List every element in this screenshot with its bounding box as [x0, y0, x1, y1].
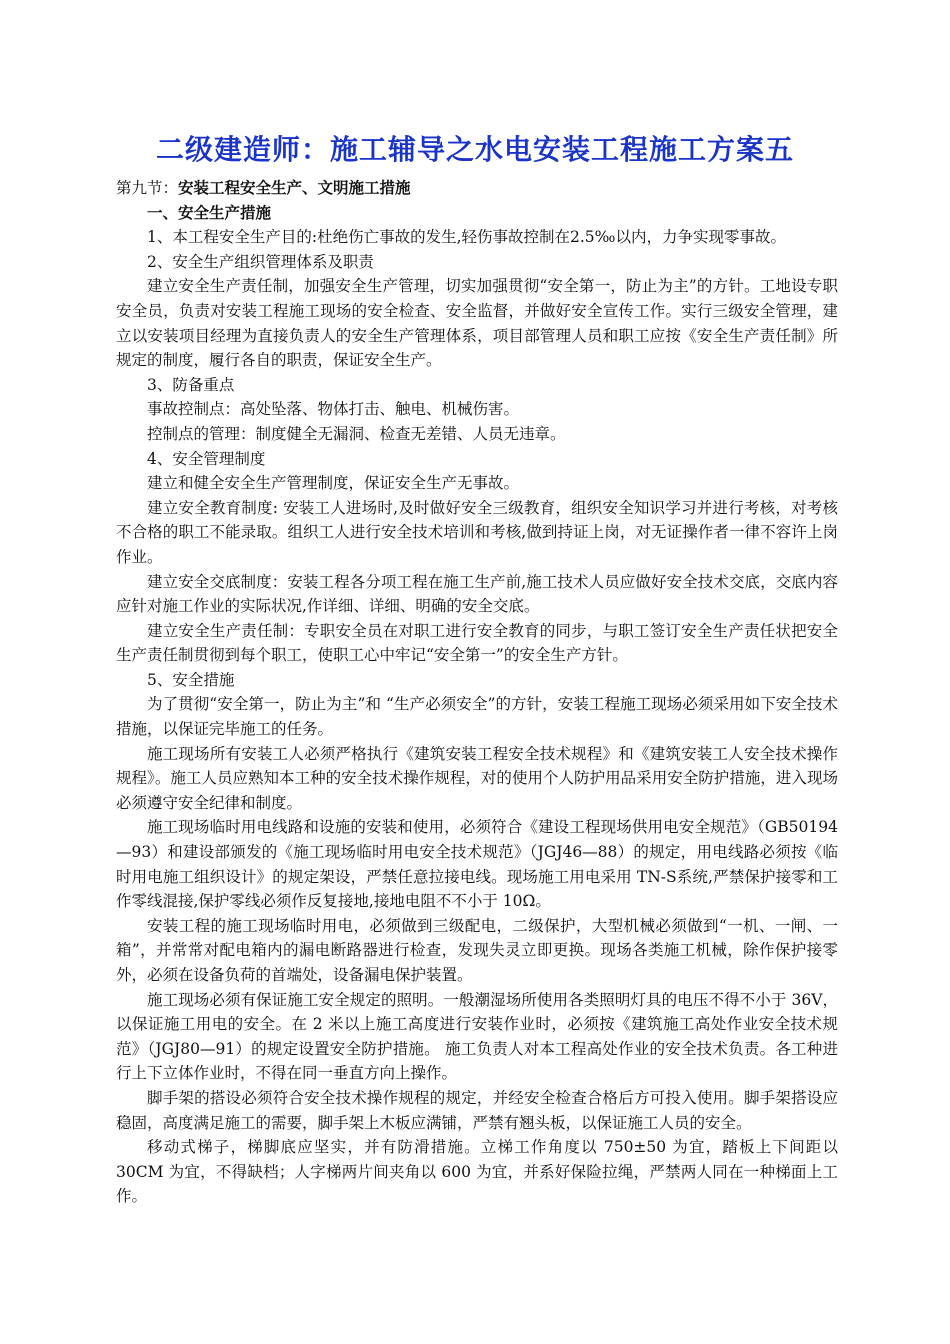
- section-prefix: 第九节：: [116, 179, 179, 197]
- paragraph: 2、安全生产组织管理体系及职责: [147, 252, 374, 271]
- paragraph: 4、安全管理制度: [147, 449, 266, 468]
- document-body: [116, 176, 838, 1209]
- paragraph: 安装工程的施工现场临时用电，必须做到三级配电，二级保护，大型机械必须做到“一机、一闸、一箱”，并常常对配电箱内的漏电断路器进行检查，发现失灵立即更换。现场各类施工机械，除作保护接零外，必须在设备负荷的首端处，设备漏电保护装置。: [116, 916, 838, 984]
- subheading: 一、安全生产措施: [147, 202, 272, 222]
- page-title: 二级建造师：施工辅导之水电安装工程施工方案五: [155, 133, 794, 166]
- paragraph: 建立安全教育制度: 安装工人进场时,及时做好安全三级教育，组织安全知识学习并进行考核，对考核不合格的职工不能录取。组织工人进行安全技术培训和考核,做到持证上岗，对无证操作者一律不容许上岗作业。: [116, 498, 838, 566]
- paragraph: 脚手架的搭设必须符合安全技术操作规程的规定，并经安全检查合格后方可投入使用。脚手架搭设应稳固，高度满足施工的需要，脚手架上木板应满铺，严禁有翘头板，以保证施工人员的安全。: [116, 1088, 838, 1132]
- paragraph: 移动式梯子，梯脚底应坚实，并有防滑措施。立梯工作角度以 750±50 为宜，踏板上下间距以 30CM 为宜，不得缺档；人字梯两片间夹角以 600 为宜，并系好保险拉绳，严禁两人同在一种梯面上工作。: [116, 1138, 838, 1206]
- paragraph: 事故控制点：高处坠落、物体打击、触电、机械伤害。: [147, 400, 520, 419]
- paragraph: 建立安全生产责任制：专职安全员在对职工进行安全教育的同步，与职工签订安全生产责任状把安全生产责任制贯彻到每个职工，使职工心中牢记“安全第一”的安全生产方针。: [116, 621, 838, 665]
- paragraph: 建立和健全安全生产管理制度，保证安全生产无事故。: [147, 474, 520, 493]
- section-title: 安装工程安全生产、文明施工措施: [178, 178, 411, 197]
- paragraph: 建立安全交底制度：安装工程各分项工程在施工生产前,施工技术人员应做好安全技术交底，交底内容应针对施工作业的实际状况,作详细、详细、明确的安全交底。: [116, 572, 838, 616]
- paragraph: 控制点的管理：制度健全无漏洞、检查无差错、人员无违章。: [147, 424, 566, 443]
- section-heading: [116, 176, 838, 201]
- paragraph: 3、防备重点: [147, 375, 235, 394]
- paragraph: 为了贯彻“安全第一，防止为主”和 “生产必须安全”的方针，安装工程施工现场必须采用如下安全技术措施，以保证完毕施工的任务。: [116, 695, 838, 739]
- paragraph: 1、本工程安全生产目的:杜绝伤亡事故的发生,轻伤事故控制在2.5‰以内，力争实现零事故。: [147, 228, 786, 247]
- paragraph: 建立安全生产责任制，加强安全生产管理，切实加强贯彻“安全第一，防止为主”的方针。工地设专职安全员，负责对安装工程施工现场的安全检查、安全监督，并做好安全宣传工作。实行三级安全管理，建立以安装项目经理为直接负责人的安全生产管理体系，项目部管理人员和职工应按《安全生产责任制》所规定的制度，履行各自的职责，保证安全生产。: [116, 277, 838, 370]
- paragraph: 施工现场必须有保证施工安全规定的照明。一般潮湿场所使用各类照明灯具的电压不得不小于 36V，以保证施工用电的安全。在 2 米以上施工高度进行安装作业时，必须按《建筑施工高处作业安全技术规范》（JGJ80—91）的规定设置安全防护措施。 施工负责人对本工程高处作业的安全技术负责。各工种进行上下立体作业时，不得在同一垂直方向上操作。: [116, 990, 838, 1083]
- paragraph: 施工现场临时用电线路和设施的安装和使用，必须符合《建设工程现场供用电安全规范》（GB50194—93）和建设部颁发的《施工现场临时用电安全技术规范》（JGJ46—88）的规定，用电线路必须按《临时用电施工组织设计》的规定架设，严禁任意拉接电线。现场施工用电采用 TN-S系统,严禁保护接零和工作零线混接,保护零线必须作反复接地,接地电阻不不小于 10Ω。: [116, 818, 838, 911]
- paragraph: 施工现场所有安装工人必须严格执行《建筑安装工程安全技术规程》和《建筑安装工人安全技术操作规程》。施工人员应熟知本工种的安全技术操作规程，对的使用个人防护用品采用安全防护措施，进入现场必须遵守安全纪律和制度。: [116, 744, 838, 812]
- paragraph: 5、安全措施: [147, 670, 235, 689]
